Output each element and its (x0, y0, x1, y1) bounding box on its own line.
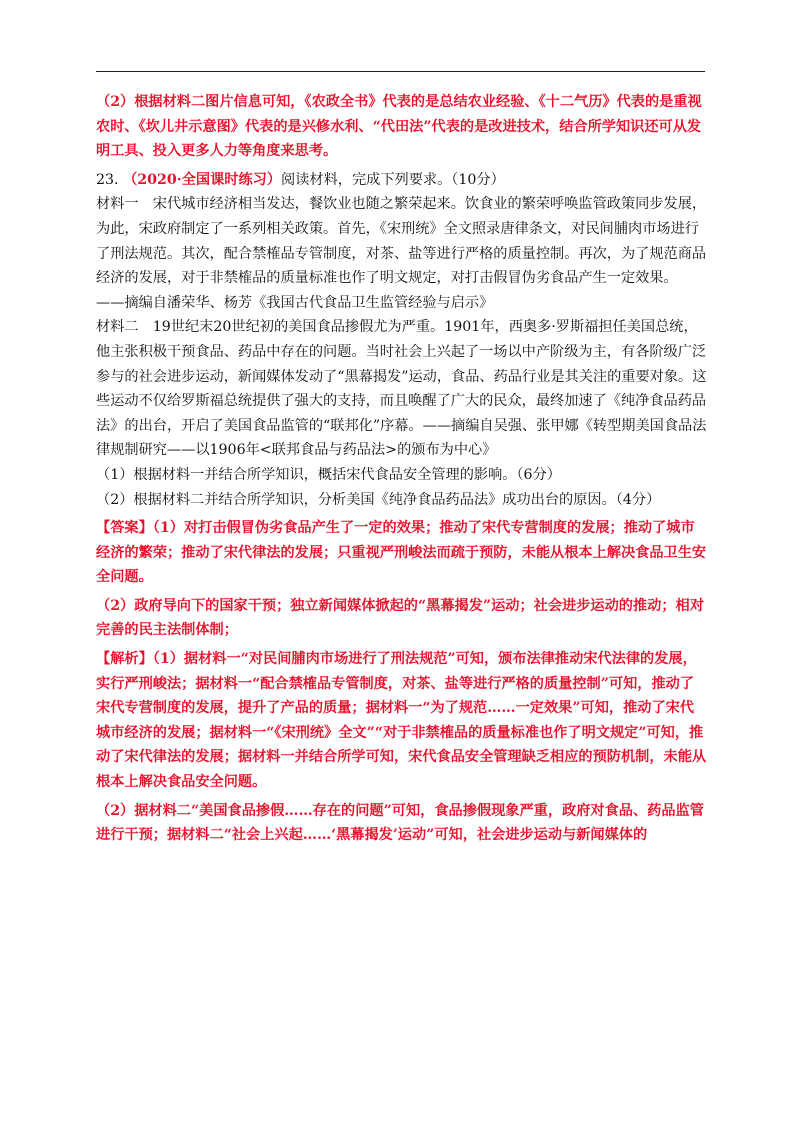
material-one: 材料一 宋代城市经济相当发达，餐饮业也随之繁荣起来。饮食业的繁荣呼唤监管政策同步发展，为此，宋政府制定了一系列相关政策。首先，《宋刑统》全文照录唐律条文，对民间脯肉市场进行了刑法规范。其次，配合禁榷品专管制度，对茶、盐等进行严格的质量控制。再次，为了规范商品经济的发展，对于非禁榷品的质量标准也作了明文规定，对打击假冒伪劣食品产生一定效果。 (96, 196, 707, 287)
question-23-header (96, 168, 708, 193)
question-prompt: 阅读材料，完成下列要求。（10分） (281, 171, 505, 188)
header-rule (96, 71, 705, 72)
material-two: 材料二 19世纪末20世纪初的美国食品掺假尤为严重。1901年，西奥多·罗斯福担任美国总统，他主张积极干预食品、药品中存在的问题。当时社会上兴起了一场以中产阶级为主，有各阶级广泛参与的社会进步运动，新闻媒体发动了“黑幕揭发”运动，食品、药品行业是其关注的重要对象。这些运动不仅给罗斯福总统提供了强大的支持，而且唤醒了广大的民众，最终加速了《纯净食品药品法》的出台，开启了美国食品监管的“联邦化”序幕。——摘编自吴强、张甲娜《转型期美国食品法律规制研究——以1906年<联邦食品与药品法>的颁布为中心》 (96, 319, 707, 459)
answer-label: 【答案】 (96, 520, 153, 537)
answer-part1-text: （1）对打击假冒伪劣食品产生了一定的效果；推动了宋代专营制度的发展；推动了城市经济的繁荣；推动了宋代律法的发展；只重视严刑峻法而疏于预防，未能从根本上解决食品卫生安全问题。 (96, 520, 707, 586)
analysis-label: 【解析】 (96, 651, 153, 668)
analysis-part1 (96, 647, 708, 795)
analysis-part2: （2）据材料二“美国食品掺假……存在的问题”可知，食品掺假现象严重，政府对食品、药品监管进行干预；据材料二“社会上兴起……‘黑幕揭发’运动”可知，社会进步运动与新闻媒体的 (96, 802, 704, 844)
answer-22-part2: （2）根据材料二图片信息可知，《农政全书》代表的是总结农业经验、《十二气历》代表的是重视农时、《坎儿井示意图》代表的是兴修水利、“代田法”代表的是改进技术，结合所学知识还可从发明工具、投入更多人力等角度来思考。 (96, 94, 702, 160)
material-one-citation: ——摘编自潘荣华、杨芳《我国古代食品卫生监管经验与启示》 (96, 294, 494, 311)
analysis-part1-text: （1）据材料一“对民间脯肉市场进行了刑法规范”可知，颁布法律推动宋代法律的发展，实行严刑峻法；据材料一“配合禁榷品专管制度，对茶、盐等进行严格的质量控制”可知，推动了宋代专营制度的发展，提升了产品的质量；据材料一“为了规范……一定效果”可知，推动了宋代城市经济的发展；据材料一“《宋刑统》全文”“对于非禁榷品的质量标准也作了明文规定”可知，推动了宋代律法的发展；据材料一并结合所学可知，宋代食品安全管理缺乏相应的预防机制，未能从根本上解决食品安全问题。 (96, 651, 707, 791)
sub-question-2: （2）根据材料二并结合所学知识，分析美国《纯净食品药品法》成功出台的原因。（4分） (96, 491, 661, 508)
question-source: （2020·全国课时练习） (123, 171, 282, 188)
sub-question-1: （1）根据材料一并结合所学知识，概括宋代食品安全管理的影响。（6分） (96, 466, 561, 483)
document-body (96, 90, 708, 848)
answer-part2: （2）政府导向下的国家干预；独立新闻媒体掀起的“黑幕揭发”运动；社会进步运动的推动；相对完善的民主法制体制； (96, 597, 704, 639)
answer-part1 (96, 516, 708, 590)
question-number: 23. (96, 171, 119, 188)
